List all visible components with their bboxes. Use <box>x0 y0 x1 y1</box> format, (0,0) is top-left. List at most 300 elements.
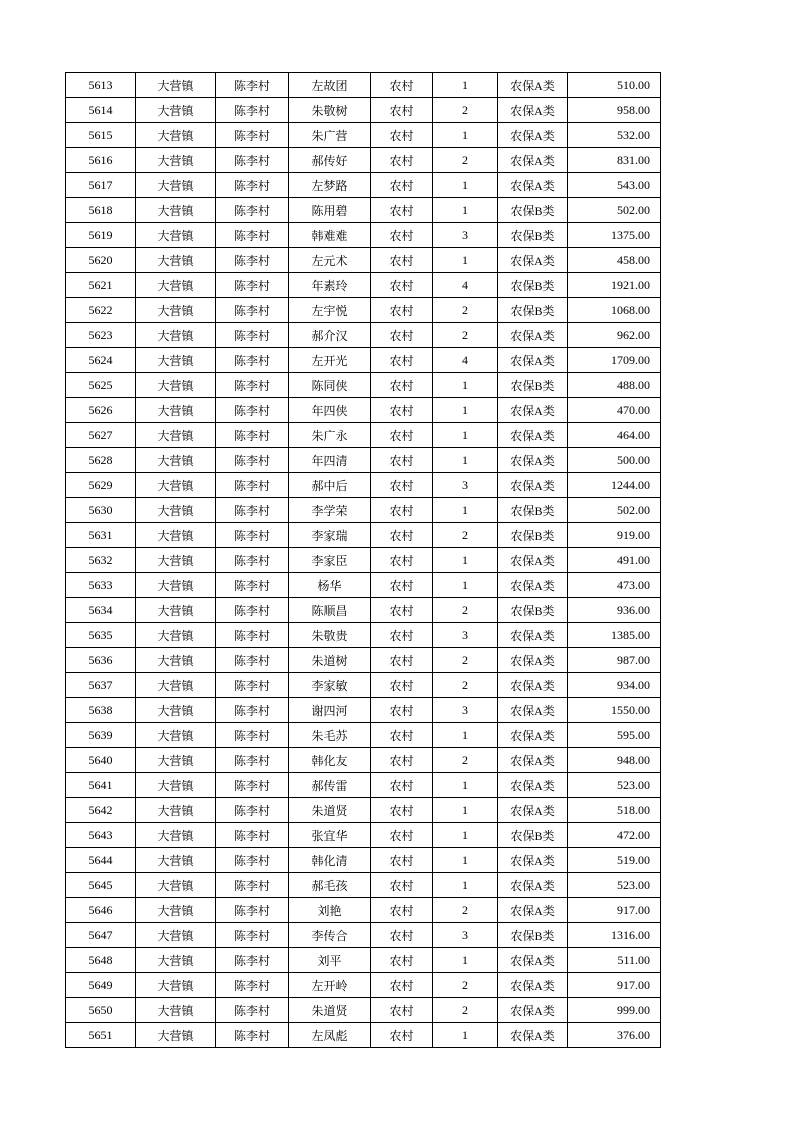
cell-id: 5648 <box>66 948 136 973</box>
cell-amount: 917.00 <box>568 898 661 923</box>
cell-category: 农保A类 <box>498 648 568 673</box>
cell-name: 杨华 <box>289 573 371 598</box>
table-row <box>66 223 661 248</box>
table-row <box>66 573 661 598</box>
cell-residence: 农村 <box>371 573 433 598</box>
cell-count: 2 <box>433 598 498 623</box>
cell-category: 农保A类 <box>498 873 568 898</box>
cell-name: 韩化友 <box>289 748 371 773</box>
cell-town: 大营镇 <box>136 598 216 623</box>
cell-residence: 农村 <box>371 148 433 173</box>
cell-village: 陈李村 <box>216 698 289 723</box>
cell-amount: 376.00 <box>568 1023 661 1048</box>
table-row <box>66 298 661 323</box>
cell-id: 5645 <box>66 873 136 898</box>
cell-village: 陈李村 <box>216 273 289 298</box>
cell-name: 朱敬树 <box>289 98 371 123</box>
cell-village: 陈李村 <box>216 773 289 798</box>
cell-town: 大营镇 <box>136 398 216 423</box>
cell-count: 1 <box>433 198 498 223</box>
cell-count: 2 <box>433 148 498 173</box>
table-row <box>66 998 661 1023</box>
cell-amount: 831.00 <box>568 148 661 173</box>
cell-name: 左元术 <box>289 248 371 273</box>
cell-village: 陈李村 <box>216 898 289 923</box>
cell-id: 5622 <box>66 298 136 323</box>
cell-amount: 502.00 <box>568 498 661 523</box>
cell-name: 郝毛孩 <box>289 873 371 898</box>
cell-count: 1 <box>433 73 498 98</box>
cell-town: 大营镇 <box>136 873 216 898</box>
cell-village: 陈李村 <box>216 823 289 848</box>
cell-count: 1 <box>433 848 498 873</box>
cell-town: 大营镇 <box>136 348 216 373</box>
cell-amount: 999.00 <box>568 998 661 1023</box>
cell-residence: 农村 <box>371 223 433 248</box>
cell-id: 5627 <box>66 423 136 448</box>
cell-amount: 519.00 <box>568 848 661 873</box>
cell-residence: 农村 <box>371 173 433 198</box>
table-row <box>66 123 661 148</box>
cell-residence: 农村 <box>371 848 433 873</box>
cell-amount: 1385.00 <box>568 623 661 648</box>
cell-town: 大营镇 <box>136 973 216 998</box>
table-row <box>66 798 661 823</box>
cell-town: 大营镇 <box>136 223 216 248</box>
cell-category: 农保B类 <box>498 598 568 623</box>
cell-residence: 农村 <box>371 923 433 948</box>
cell-town: 大营镇 <box>136 248 216 273</box>
cell-amount: 510.00 <box>568 73 661 98</box>
cell-count: 3 <box>433 923 498 948</box>
cell-residence: 农村 <box>371 623 433 648</box>
cell-town: 大营镇 <box>136 1023 216 1048</box>
cell-town: 大营镇 <box>136 648 216 673</box>
cell-id: 5647 <box>66 923 136 948</box>
cell-residence: 农村 <box>371 423 433 448</box>
cell-amount: 1068.00 <box>568 298 661 323</box>
cell-count: 2 <box>433 673 498 698</box>
cell-village: 陈李村 <box>216 398 289 423</box>
cell-residence: 农村 <box>371 898 433 923</box>
cell-name: 李传合 <box>289 923 371 948</box>
cell-amount: 987.00 <box>568 648 661 673</box>
table-row <box>66 198 661 223</box>
cell-name: 韩化清 <box>289 848 371 873</box>
cell-category: 农保A类 <box>498 748 568 773</box>
cell-category: 农保A类 <box>498 148 568 173</box>
cell-amount: 523.00 <box>568 873 661 898</box>
cell-village: 陈李村 <box>216 1023 289 1048</box>
cell-residence: 农村 <box>371 298 433 323</box>
cell-residence: 农村 <box>371 273 433 298</box>
cell-town: 大营镇 <box>136 923 216 948</box>
cell-category: 农保A类 <box>498 773 568 798</box>
cell-id: 5632 <box>66 548 136 573</box>
cell-category: 农保A类 <box>498 548 568 573</box>
table-row <box>66 648 661 673</box>
cell-id: 5634 <box>66 598 136 623</box>
cell-village: 陈李村 <box>216 923 289 948</box>
cell-name: 谢四河 <box>289 698 371 723</box>
cell-amount: 962.00 <box>568 323 661 348</box>
cell-residence: 农村 <box>371 673 433 698</box>
cell-name: 陈用碧 <box>289 198 371 223</box>
cell-name: 李家瑞 <box>289 523 371 548</box>
table-row <box>66 98 661 123</box>
cell-count: 1 <box>433 773 498 798</box>
cell-village: 陈李村 <box>216 948 289 973</box>
table-row <box>66 898 661 923</box>
cell-village: 陈李村 <box>216 673 289 698</box>
cell-id: 5649 <box>66 973 136 998</box>
cell-category: 农保A类 <box>498 448 568 473</box>
table-row <box>66 748 661 773</box>
table-row <box>66 848 661 873</box>
cell-id: 5625 <box>66 373 136 398</box>
cell-count: 1 <box>433 248 498 273</box>
cell-amount: 936.00 <box>568 598 661 623</box>
cell-residence: 农村 <box>371 998 433 1023</box>
cell-category: 农保A类 <box>498 1023 568 1048</box>
cell-town: 大营镇 <box>136 773 216 798</box>
cell-category: 农保A类 <box>498 573 568 598</box>
table-row <box>66 148 661 173</box>
cell-category: 农保B类 <box>498 373 568 398</box>
cell-amount: 532.00 <box>568 123 661 148</box>
cell-residence: 农村 <box>371 98 433 123</box>
cell-village: 陈李村 <box>216 448 289 473</box>
cell-name: 年素玲 <box>289 273 371 298</box>
cell-name: 刘平 <box>289 948 371 973</box>
cell-village: 陈李村 <box>216 248 289 273</box>
table-row <box>66 873 661 898</box>
cell-village: 陈李村 <box>216 73 289 98</box>
cell-name: 郝传雷 <box>289 773 371 798</box>
cell-category: 农保A类 <box>498 673 568 698</box>
cell-count: 2 <box>433 98 498 123</box>
cell-category: 农保B类 <box>498 523 568 548</box>
cell-category: 农保A类 <box>498 73 568 98</box>
cell-residence: 农村 <box>371 598 433 623</box>
cell-town: 大营镇 <box>136 573 216 598</box>
cell-residence: 农村 <box>371 1023 433 1048</box>
cell-name: 左宇悦 <box>289 298 371 323</box>
cell-village: 陈李村 <box>216 648 289 673</box>
cell-count: 2 <box>433 998 498 1023</box>
cell-count: 1 <box>433 448 498 473</box>
cell-category: 农保A类 <box>498 123 568 148</box>
cell-residence: 农村 <box>371 448 433 473</box>
cell-residence: 农村 <box>371 523 433 548</box>
cell-name: 朱广营 <box>289 123 371 148</box>
cell-residence: 农村 <box>371 798 433 823</box>
cell-count: 3 <box>433 473 498 498</box>
cell-id: 5636 <box>66 648 136 673</box>
cell-village: 陈李村 <box>216 548 289 573</box>
cell-id: 5628 <box>66 448 136 473</box>
table-row <box>66 723 661 748</box>
cell-amount: 488.00 <box>568 373 661 398</box>
cell-amount: 595.00 <box>568 723 661 748</box>
cell-name: 朱道贤 <box>289 798 371 823</box>
cell-village: 陈李村 <box>216 423 289 448</box>
cell-name: 年四侠 <box>289 398 371 423</box>
cell-id: 5643 <box>66 823 136 848</box>
cell-name: 朱广永 <box>289 423 371 448</box>
cell-village: 陈李村 <box>216 223 289 248</box>
cell-id: 5639 <box>66 723 136 748</box>
cell-residence: 农村 <box>371 373 433 398</box>
cell-name: 左梦路 <box>289 173 371 198</box>
cell-amount: 1244.00 <box>568 473 661 498</box>
table-row <box>66 273 661 298</box>
cell-name: 郝中后 <box>289 473 371 498</box>
table-row <box>66 598 661 623</box>
cell-amount: 543.00 <box>568 173 661 198</box>
table-row <box>66 373 661 398</box>
cell-count: 2 <box>433 323 498 348</box>
cell-category: 农保A类 <box>498 848 568 873</box>
cell-count: 1 <box>433 873 498 898</box>
cell-town: 大营镇 <box>136 698 216 723</box>
cell-category: 农保A类 <box>498 798 568 823</box>
cell-village: 陈李村 <box>216 148 289 173</box>
cell-amount: 470.00 <box>568 398 661 423</box>
cell-count: 1 <box>433 1023 498 1048</box>
cell-village: 陈李村 <box>216 373 289 398</box>
table-body <box>66 73 661 1048</box>
cell-amount: 500.00 <box>568 448 661 473</box>
cell-residence: 农村 <box>371 723 433 748</box>
cell-count: 4 <box>433 348 498 373</box>
table-row <box>66 923 661 948</box>
cell-name: 张宜华 <box>289 823 371 848</box>
cell-category: 农保A类 <box>498 173 568 198</box>
cell-count: 2 <box>433 898 498 923</box>
cell-town: 大营镇 <box>136 948 216 973</box>
table-row <box>66 498 661 523</box>
cell-id: 5650 <box>66 998 136 1023</box>
cell-residence: 农村 <box>371 548 433 573</box>
cell-category: 农保B类 <box>498 498 568 523</box>
cell-category: 农保B类 <box>498 823 568 848</box>
cell-count: 1 <box>433 948 498 973</box>
cell-town: 大营镇 <box>136 198 216 223</box>
cell-town: 大营镇 <box>136 723 216 748</box>
cell-category: 农保A类 <box>498 623 568 648</box>
cell-residence: 农村 <box>371 123 433 148</box>
cell-town: 大营镇 <box>136 423 216 448</box>
cell-town: 大营镇 <box>136 148 216 173</box>
cell-name: 刘艳 <box>289 898 371 923</box>
cell-town: 大营镇 <box>136 298 216 323</box>
cell-count: 2 <box>433 973 498 998</box>
cell-count: 1 <box>433 123 498 148</box>
cell-id: 5613 <box>66 73 136 98</box>
cell-residence: 农村 <box>371 948 433 973</box>
cell-count: 3 <box>433 623 498 648</box>
cell-residence: 农村 <box>371 873 433 898</box>
cell-id: 5640 <box>66 748 136 773</box>
cell-residence: 农村 <box>371 73 433 98</box>
table-row <box>66 973 661 998</box>
cell-id: 5644 <box>66 848 136 873</box>
cell-name: 韩难难 <box>289 223 371 248</box>
cell-id: 5638 <box>66 698 136 723</box>
cell-id: 5635 <box>66 623 136 648</box>
cell-category: 农保A类 <box>498 973 568 998</box>
cell-residence: 农村 <box>371 348 433 373</box>
cell-count: 3 <box>433 223 498 248</box>
cell-residence: 农村 <box>371 248 433 273</box>
cell-residence: 农村 <box>371 398 433 423</box>
cell-id: 5637 <box>66 673 136 698</box>
cell-count: 1 <box>433 423 498 448</box>
cell-id: 5614 <box>66 98 136 123</box>
cell-name: 左开岭 <box>289 973 371 998</box>
cell-village: 陈李村 <box>216 173 289 198</box>
cell-id: 5626 <box>66 398 136 423</box>
cell-town: 大营镇 <box>136 898 216 923</box>
table-row <box>66 173 661 198</box>
table-row <box>66 1023 661 1048</box>
cell-category: 农保A类 <box>498 98 568 123</box>
cell-count: 4 <box>433 273 498 298</box>
cell-category: 农保A类 <box>498 898 568 923</box>
cell-count: 1 <box>433 823 498 848</box>
cell-count: 1 <box>433 398 498 423</box>
cell-town: 大营镇 <box>136 998 216 1023</box>
cell-name: 朱敬贵 <box>289 623 371 648</box>
cell-category: 农保B类 <box>498 273 568 298</box>
cell-town: 大营镇 <box>136 98 216 123</box>
cell-count: 1 <box>433 798 498 823</box>
cell-id: 5651 <box>66 1023 136 1048</box>
cell-category: 农保B类 <box>498 298 568 323</box>
cell-count: 1 <box>433 373 498 398</box>
cell-amount: 958.00 <box>568 98 661 123</box>
cell-amount: 523.00 <box>568 773 661 798</box>
cell-village: 陈李村 <box>216 298 289 323</box>
cell-id: 5616 <box>66 148 136 173</box>
cell-category: 农保A类 <box>498 348 568 373</box>
cell-village: 陈李村 <box>216 473 289 498</box>
table-row <box>66 473 661 498</box>
records-table <box>65 72 661 1048</box>
table-row <box>66 423 661 448</box>
cell-count: 1 <box>433 498 498 523</box>
cell-count: 2 <box>433 748 498 773</box>
cell-residence: 农村 <box>371 498 433 523</box>
cell-id: 5619 <box>66 223 136 248</box>
cell-town: 大营镇 <box>136 798 216 823</box>
cell-id: 5615 <box>66 123 136 148</box>
cell-category: 农保A类 <box>498 723 568 748</box>
cell-town: 大营镇 <box>136 273 216 298</box>
cell-name: 左故团 <box>289 73 371 98</box>
table-row <box>66 698 661 723</box>
cell-village: 陈李村 <box>216 848 289 873</box>
cell-category: 农保A类 <box>498 423 568 448</box>
table-row <box>66 823 661 848</box>
cell-count: 1 <box>433 573 498 598</box>
table-row <box>66 348 661 373</box>
cell-town: 大营镇 <box>136 448 216 473</box>
cell-category: 农保B类 <box>498 923 568 948</box>
cell-id: 5641 <box>66 773 136 798</box>
cell-amount: 1709.00 <box>568 348 661 373</box>
cell-amount: 472.00 <box>568 823 661 848</box>
cell-count: 1 <box>433 548 498 573</box>
cell-village: 陈李村 <box>216 523 289 548</box>
cell-name: 朱毛苏 <box>289 723 371 748</box>
cell-category: 农保A类 <box>498 323 568 348</box>
cell-amount: 464.00 <box>568 423 661 448</box>
cell-name: 郝介汉 <box>289 323 371 348</box>
cell-residence: 农村 <box>371 648 433 673</box>
cell-town: 大营镇 <box>136 548 216 573</box>
cell-amount: 1375.00 <box>568 223 661 248</box>
cell-id: 5620 <box>66 248 136 273</box>
cell-village: 陈李村 <box>216 748 289 773</box>
cell-village: 陈李村 <box>216 98 289 123</box>
cell-amount: 511.00 <box>568 948 661 973</box>
cell-village: 陈李村 <box>216 323 289 348</box>
cell-name: 陈顺昌 <box>289 598 371 623</box>
cell-category: 农保A类 <box>498 398 568 423</box>
cell-village: 陈李村 <box>216 198 289 223</box>
cell-amount: 502.00 <box>568 198 661 223</box>
cell-id: 5633 <box>66 573 136 598</box>
cell-name: 李家臣 <box>289 548 371 573</box>
cell-village: 陈李村 <box>216 798 289 823</box>
cell-count: 1 <box>433 173 498 198</box>
cell-id: 5617 <box>66 173 136 198</box>
cell-name: 郝传好 <box>289 148 371 173</box>
cell-village: 陈李村 <box>216 873 289 898</box>
cell-town: 大营镇 <box>136 123 216 148</box>
cell-town: 大营镇 <box>136 323 216 348</box>
cell-village: 陈李村 <box>216 723 289 748</box>
cell-village: 陈李村 <box>216 998 289 1023</box>
cell-category: 农保B类 <box>498 223 568 248</box>
cell-name: 左凤彪 <box>289 1023 371 1048</box>
cell-id: 5630 <box>66 498 136 523</box>
cell-residence: 农村 <box>371 773 433 798</box>
cell-amount: 1550.00 <box>568 698 661 723</box>
cell-town: 大营镇 <box>136 473 216 498</box>
cell-amount: 1316.00 <box>568 923 661 948</box>
table-row <box>66 548 661 573</box>
cell-amount: 917.00 <box>568 973 661 998</box>
cell-residence: 农村 <box>371 323 433 348</box>
cell-category: 农保A类 <box>498 948 568 973</box>
cell-village: 陈李村 <box>216 573 289 598</box>
cell-category: 农保B类 <box>498 198 568 223</box>
table-row <box>66 323 661 348</box>
cell-name: 李家敏 <box>289 673 371 698</box>
table-row <box>66 398 661 423</box>
cell-village: 陈李村 <box>216 598 289 623</box>
cell-town: 大营镇 <box>136 623 216 648</box>
table-row <box>66 73 661 98</box>
cell-id: 5642 <box>66 798 136 823</box>
cell-amount: 491.00 <box>568 548 661 573</box>
cell-amount: 934.00 <box>568 673 661 698</box>
cell-amount: 458.00 <box>568 248 661 273</box>
cell-village: 陈李村 <box>216 123 289 148</box>
